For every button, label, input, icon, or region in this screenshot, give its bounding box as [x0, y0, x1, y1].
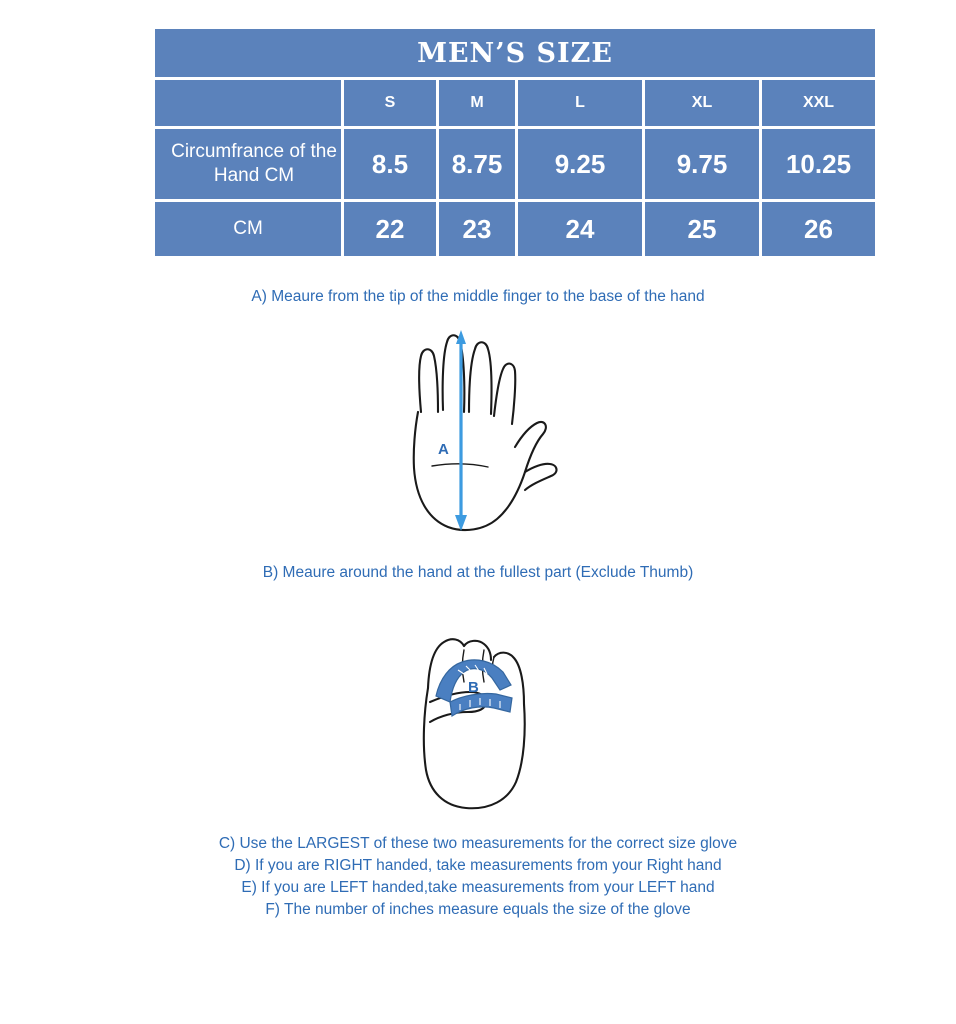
header-cell-blank: [155, 80, 341, 126]
cell-cm-xl: 25: [645, 202, 759, 256]
table-row: [155, 129, 875, 199]
table-title: MEN’S SIZE: [155, 29, 875, 77]
note-c: C) Use the LARGEST of these two measurements for the correct size glove: [218, 835, 738, 852]
header-cell-xl: XL: [645, 80, 759, 126]
note-d: D) If you are RIGHT handed, take measurements from your Right hand: [234, 857, 722, 874]
header-cell-s: S: [344, 80, 436, 126]
row-label-cm: CM: [155, 202, 341, 256]
cell-circumference-xl: 9.75: [645, 129, 759, 199]
figure-hand-circumference: [400, 592, 548, 820]
note-e: E) If you are LEFT handed,take measurements from your LEFT hand: [241, 879, 715, 896]
cell-circumference-s: 8.5: [344, 129, 436, 199]
cell-cm-xxl: 26: [762, 202, 875, 256]
size-table: [152, 26, 878, 259]
cell-circumference-xxl: 10.25: [762, 129, 875, 199]
hand-outline-open: [414, 335, 557, 530]
figure-hand-length: [388, 316, 568, 548]
row-label-circumference: Circumfrance of the Hand CM: [155, 129, 341, 199]
length-arrow: [455, 330, 467, 531]
caption-b: B) Meaure around the hand at the fullest part (Exclude Thumb): [262, 564, 694, 581]
cell-cm-m: 23: [439, 202, 515, 256]
cell-cm-s: 22: [344, 202, 436, 256]
header-cell-m: M: [439, 80, 515, 126]
cell-cm-l: 24: [518, 202, 642, 256]
cell-circumference-l: 9.25: [518, 129, 642, 199]
table-row: [155, 202, 875, 256]
notes-list: [0, 833, 956, 921]
figure-b-label: B: [468, 679, 479, 696]
table-header-row: [155, 80, 875, 126]
header-cell-l: L: [518, 80, 642, 126]
cell-circumference-m: 8.75: [439, 129, 515, 199]
table-title-row: [155, 29, 875, 77]
note-f: F) The number of inches measure equals the size of the glove: [265, 901, 691, 918]
header-cell-xxl: XXL: [762, 80, 875, 126]
size-table-container: [152, 26, 872, 259]
figure-a-label: A: [438, 441, 449, 458]
caption-a: A) Meaure from the tip of the middle finger to the base of the hand: [251, 288, 705, 305]
